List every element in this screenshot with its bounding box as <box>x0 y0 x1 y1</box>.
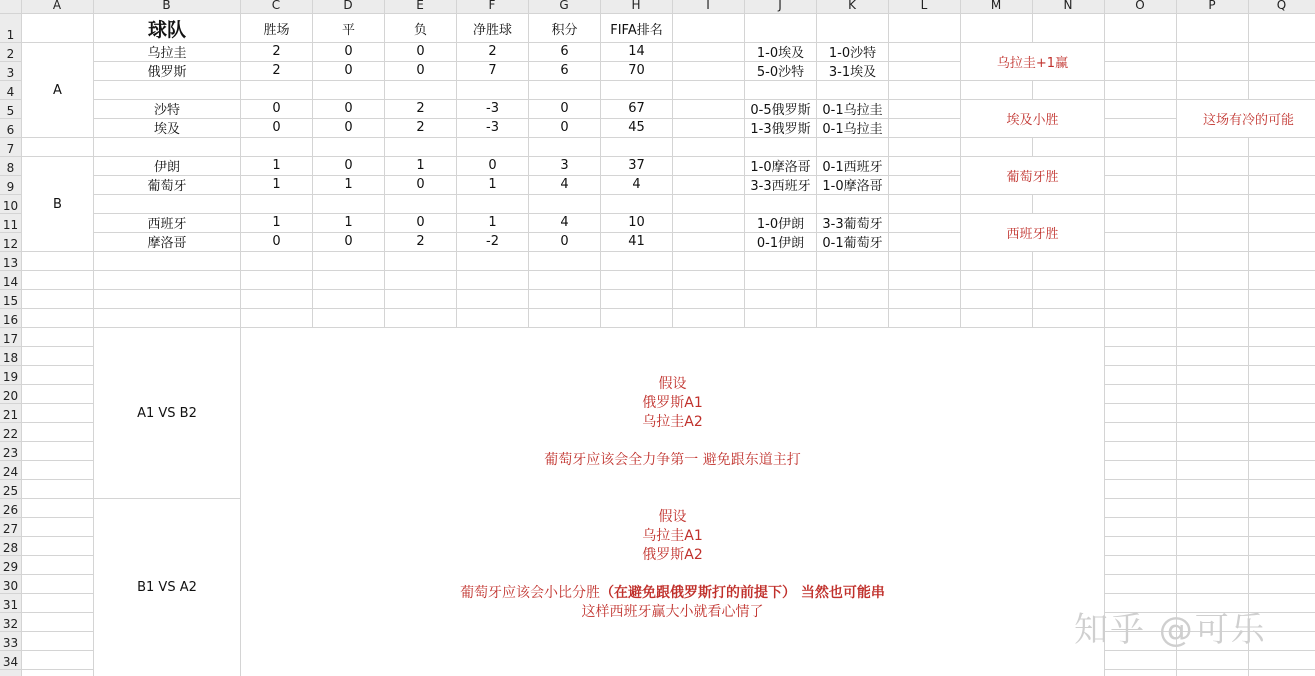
prediction[interactable]: 葡萄牙胜 <box>1006 170 1059 185</box>
column-header[interactable]: F <box>488 0 496 12</box>
header-goal-diff[interactable]: 净胜球 <box>472 22 512 38</box>
goal-diff-cell[interactable]: -3 <box>486 120 499 135</box>
row-header[interactable]: 12 <box>2 237 19 251</box>
scenario-line <box>460 584 885 603</box>
prediction[interactable]: 埃及小胜 <box>1006 113 1059 128</box>
scenario-line: 乌拉圭A1 <box>642 528 703 544</box>
row-header[interactable]: 28 <box>2 541 19 555</box>
scenario-line: 假设 <box>658 509 687 525</box>
header-losses[interactable]: 负 <box>413 22 427 38</box>
losses-cell[interactable]: 2 <box>416 101 425 116</box>
draws-cell[interactable]: 0 <box>344 44 353 59</box>
result-1-cell[interactable]: 5-0沙特 <box>756 65 805 80</box>
wins-cell[interactable]: 1 <box>272 215 281 230</box>
column-header[interactable]: K <box>848 0 856 12</box>
team-name[interactable]: 西班牙 <box>147 217 187 232</box>
row-header[interactable]: 14 <box>2 275 19 289</box>
wins-cell[interactable]: 0 <box>272 101 281 116</box>
group-label[interactable]: A <box>53 82 62 98</box>
row-header[interactable]: 16 <box>2 313 19 327</box>
draws-cell[interactable]: 0 <box>344 120 353 135</box>
draws-cell[interactable]: 0 <box>344 101 353 116</box>
team-name[interactable]: 葡萄牙 <box>147 179 187 194</box>
fifa-rank-cell[interactable]: 41 <box>628 234 645 249</box>
losses-cell[interactable]: 1 <box>416 158 425 173</box>
row-header[interactable]: 26 <box>2 503 19 517</box>
points-cell[interactable]: 3 <box>560 158 569 173</box>
goal-diff-cell[interactable]: 7 <box>488 63 497 78</box>
table-row <box>0 156 1315 175</box>
row-header[interactable]: 10 <box>2 199 19 213</box>
losses-cell[interactable]: 2 <box>416 120 425 135</box>
table-row <box>0 118 1315 137</box>
result-1-cell[interactable]: 1-0伊朗 <box>756 217 805 232</box>
column-header[interactable]: E <box>416 0 424 12</box>
grid-line-horizontal <box>0 289 1315 290</box>
row-header[interactable]: 33 <box>2 636 19 650</box>
team-name[interactable]: 沙特 <box>153 103 180 118</box>
team-name[interactable]: 埃及 <box>153 122 180 137</box>
row-header[interactable]: 5 <box>6 104 15 118</box>
grid-line-horizontal <box>0 194 1315 195</box>
grid-line-horizontal <box>0 308 1315 309</box>
column-header[interactable]: I <box>706 0 710 12</box>
scenario-line: 俄罗斯A2 <box>642 547 703 563</box>
result-2-cell[interactable]: 0-1葡萄牙 <box>822 236 883 251</box>
scenario-line: 葡萄牙应该会全力争第一 避免跟东道主打 <box>544 452 801 468</box>
column-header[interactable]: C <box>271 0 281 12</box>
watermark: 知乎 @可乐 <box>1074 610 1267 650</box>
draws-cell[interactable]: 0 <box>344 63 353 78</box>
grid-line-horizontal <box>0 270 1315 271</box>
losses-cell[interactable]: 2 <box>416 234 425 249</box>
result-2-cell[interactable]: 1-0沙特 <box>828 46 877 61</box>
wins-cell[interactable]: 1 <box>272 158 281 173</box>
row-header[interactable]: 34 <box>2 655 19 669</box>
row-header[interactable]: 31 <box>2 598 19 612</box>
scenario-note[interactable] <box>241 508 1104 622</box>
fifa-rank-cell[interactable]: 10 <box>628 215 645 230</box>
table-row <box>0 42 1315 61</box>
team-name[interactable]: 俄罗斯 <box>147 65 187 80</box>
row-header[interactable]: 29 <box>2 560 19 574</box>
column-header[interactable]: D <box>343 0 353 12</box>
table-row <box>0 99 1315 118</box>
table-row <box>0 61 1315 80</box>
scenario-line: 这样西班牙赢大小就看心情了 <box>581 604 764 620</box>
grid-line-horizontal <box>0 251 1315 252</box>
column-header[interactable]: A <box>52 0 62 12</box>
result-1-cell[interactable]: 1-0埃及 <box>756 46 805 61</box>
fifa-rank-cell[interactable]: 67 <box>628 101 645 116</box>
wins-cell[interactable]: 1 <box>272 177 281 192</box>
result-2-cell[interactable]: 3-1埃及 <box>828 65 877 80</box>
row-header[interactable]: 24 <box>2 465 19 479</box>
header-points[interactable]: 积分 <box>551 22 578 38</box>
losses-cell[interactable]: 0 <box>416 215 425 230</box>
header-team[interactable]: 球队 <box>147 18 186 41</box>
column-header[interactable]: N <box>1063 0 1073 12</box>
fifa-rank-cell[interactable]: 4 <box>632 177 641 192</box>
losses-cell[interactable]: 0 <box>416 177 425 192</box>
draws-cell[interactable]: 0 <box>344 158 353 173</box>
row-header[interactable]: 13 <box>2 256 19 270</box>
row-header[interactable]: 2 <box>6 47 15 61</box>
goal-diff-cell[interactable]: 1 <box>488 215 497 230</box>
goal-diff-cell[interactable]: -3 <box>486 101 499 116</box>
goal-diff-cell[interactable]: 1 <box>488 177 497 192</box>
points-cell[interactable]: 6 <box>560 44 569 59</box>
row-header[interactable]: 8 <box>6 161 15 175</box>
points-cell[interactable]: 4 <box>560 215 569 230</box>
draws-cell[interactable]: 0 <box>344 234 353 249</box>
wins-cell[interactable]: 0 <box>272 234 281 249</box>
scenario-label[interactable]: B1 VS A2 <box>137 580 197 595</box>
wins-cell[interactable]: 0 <box>272 120 281 135</box>
scenario-note[interactable] <box>241 375 1104 470</box>
row-header[interactable]: 11 <box>2 218 19 232</box>
points-cell[interactable]: 4 <box>560 177 569 192</box>
result-1-cell[interactable]: 0-1伊朗 <box>756 236 805 251</box>
goal-diff-cell[interactable]: 2 <box>488 44 497 59</box>
header-wins[interactable]: 胜场 <box>263 22 290 38</box>
fifa-rank-cell[interactable]: 37 <box>628 158 645 173</box>
points-cell[interactable]: 0 <box>560 120 569 135</box>
row-header[interactable]: 30 <box>2 579 19 593</box>
points-cell[interactable]: 0 <box>560 234 569 249</box>
team-name[interactable]: 摩洛哥 <box>147 236 187 251</box>
row-header[interactable]: 23 <box>2 446 19 460</box>
row-header[interactable]: 20 <box>2 389 19 403</box>
result-2-cell[interactable]: 0-1乌拉圭 <box>822 103 883 118</box>
result-1-cell[interactable]: 3-3西班牙 <box>750 179 811 194</box>
grid-line-horizontal <box>0 137 1315 138</box>
scenario-line: 乌拉圭A2 <box>642 414 703 430</box>
points-cell[interactable]: 6 <box>560 63 569 78</box>
row-header[interactable]: 6 <box>6 123 15 137</box>
losses-cell[interactable]: 0 <box>416 44 425 59</box>
team-name[interactable]: 乌拉圭 <box>147 46 187 61</box>
row-header[interactable]: 17 <box>2 332 19 346</box>
losses-cell[interactable]: 0 <box>416 63 425 78</box>
column-header[interactable]: B <box>162 0 171 12</box>
row-header[interactable]: 19 <box>2 370 19 384</box>
scenario-label[interactable]: A1 VS B2 <box>137 405 197 421</box>
group-label[interactable]: B <box>53 196 62 212</box>
row-header[interactable]: 18 <box>2 351 19 365</box>
prediction[interactable]: 西班牙胜 <box>1006 227 1059 242</box>
header-draws[interactable]: 平 <box>341 22 355 38</box>
result-2-cell[interactable]: 0-1西班牙 <box>822 160 883 175</box>
column-header[interactable]: Q <box>1276 0 1287 12</box>
row-header[interactable]: 4 <box>6 85 15 99</box>
scenario-line: 俄罗斯A1 <box>642 395 703 411</box>
scenario-line-bold: （在避免跟俄罗斯打的前提下） 当然也可能串 <box>600 585 885 601</box>
row-header[interactable]: 3 <box>6 66 15 80</box>
column-header[interactable]: H <box>631 0 641 12</box>
points-cell[interactable]: 0 <box>560 101 569 116</box>
wins-cell[interactable]: 2 <box>272 63 281 78</box>
column-header[interactable]: G <box>559 0 569 12</box>
row-header[interactable]: 32 <box>2 617 19 631</box>
column-header[interactable]: O <box>1135 0 1145 12</box>
result-1-cell[interactable]: 0-5俄罗斯 <box>750 103 811 118</box>
row-header[interactable]: 25 <box>2 484 19 498</box>
draws-cell[interactable]: 1 <box>344 177 353 192</box>
column-header[interactable]: L <box>920 0 928 12</box>
row-header[interactable]: 27 <box>2 522 19 536</box>
goal-diff-cell[interactable]: 0 <box>488 158 497 173</box>
result-2-cell[interactable]: 1-0摩洛哥 <box>822 179 883 194</box>
scenario-line-plain: 葡萄牙应该会小比分胜 <box>460 585 601 601</box>
result-1-cell[interactable]: 1-0摩洛哥 <box>750 160 811 175</box>
row-header[interactable]: 9 <box>6 180 15 194</box>
column-header[interactable]: P <box>1208 0 1216 12</box>
row-header[interactable]: 15 <box>2 294 19 308</box>
row-header[interactable]: 7 <box>6 142 15 156</box>
result-2-cell[interactable]: 0-1乌拉圭 <box>822 122 883 137</box>
draws-cell[interactable]: 1 <box>344 215 353 230</box>
goal-diff-cell[interactable]: -2 <box>486 234 499 249</box>
prediction[interactable]: 乌拉圭+1赢 <box>996 56 1069 71</box>
header-fifa-rank[interactable]: FIFA排名 <box>610 22 663 38</box>
result-1-cell[interactable]: 1-3俄罗斯 <box>750 122 811 137</box>
scenario-line: 假设 <box>658 376 687 392</box>
fifa-rank-cell[interactable]: 45 <box>628 120 645 135</box>
row-header[interactable]: 21 <box>2 408 19 422</box>
column-header[interactable]: M <box>990 0 1002 12</box>
fifa-rank-cell[interactable]: 14 <box>628 44 645 59</box>
fifa-rank-cell[interactable]: 70 <box>628 63 645 78</box>
row-header[interactable]: 1 <box>6 28 15 42</box>
side-note[interactable]: 这场有冷的可能 <box>1202 113 1294 128</box>
table-row <box>0 232 1315 251</box>
column-header[interactable]: J <box>778 0 782 12</box>
result-2-cell[interactable]: 3-3葡萄牙 <box>822 217 883 232</box>
team-name[interactable]: 伊朗 <box>153 160 180 175</box>
grid-line-horizontal <box>0 80 1315 81</box>
table-row <box>0 175 1315 194</box>
table-row <box>0 213 1315 232</box>
row-header[interactable]: 22 <box>2 427 19 441</box>
wins-cell[interactable]: 2 <box>272 44 281 59</box>
